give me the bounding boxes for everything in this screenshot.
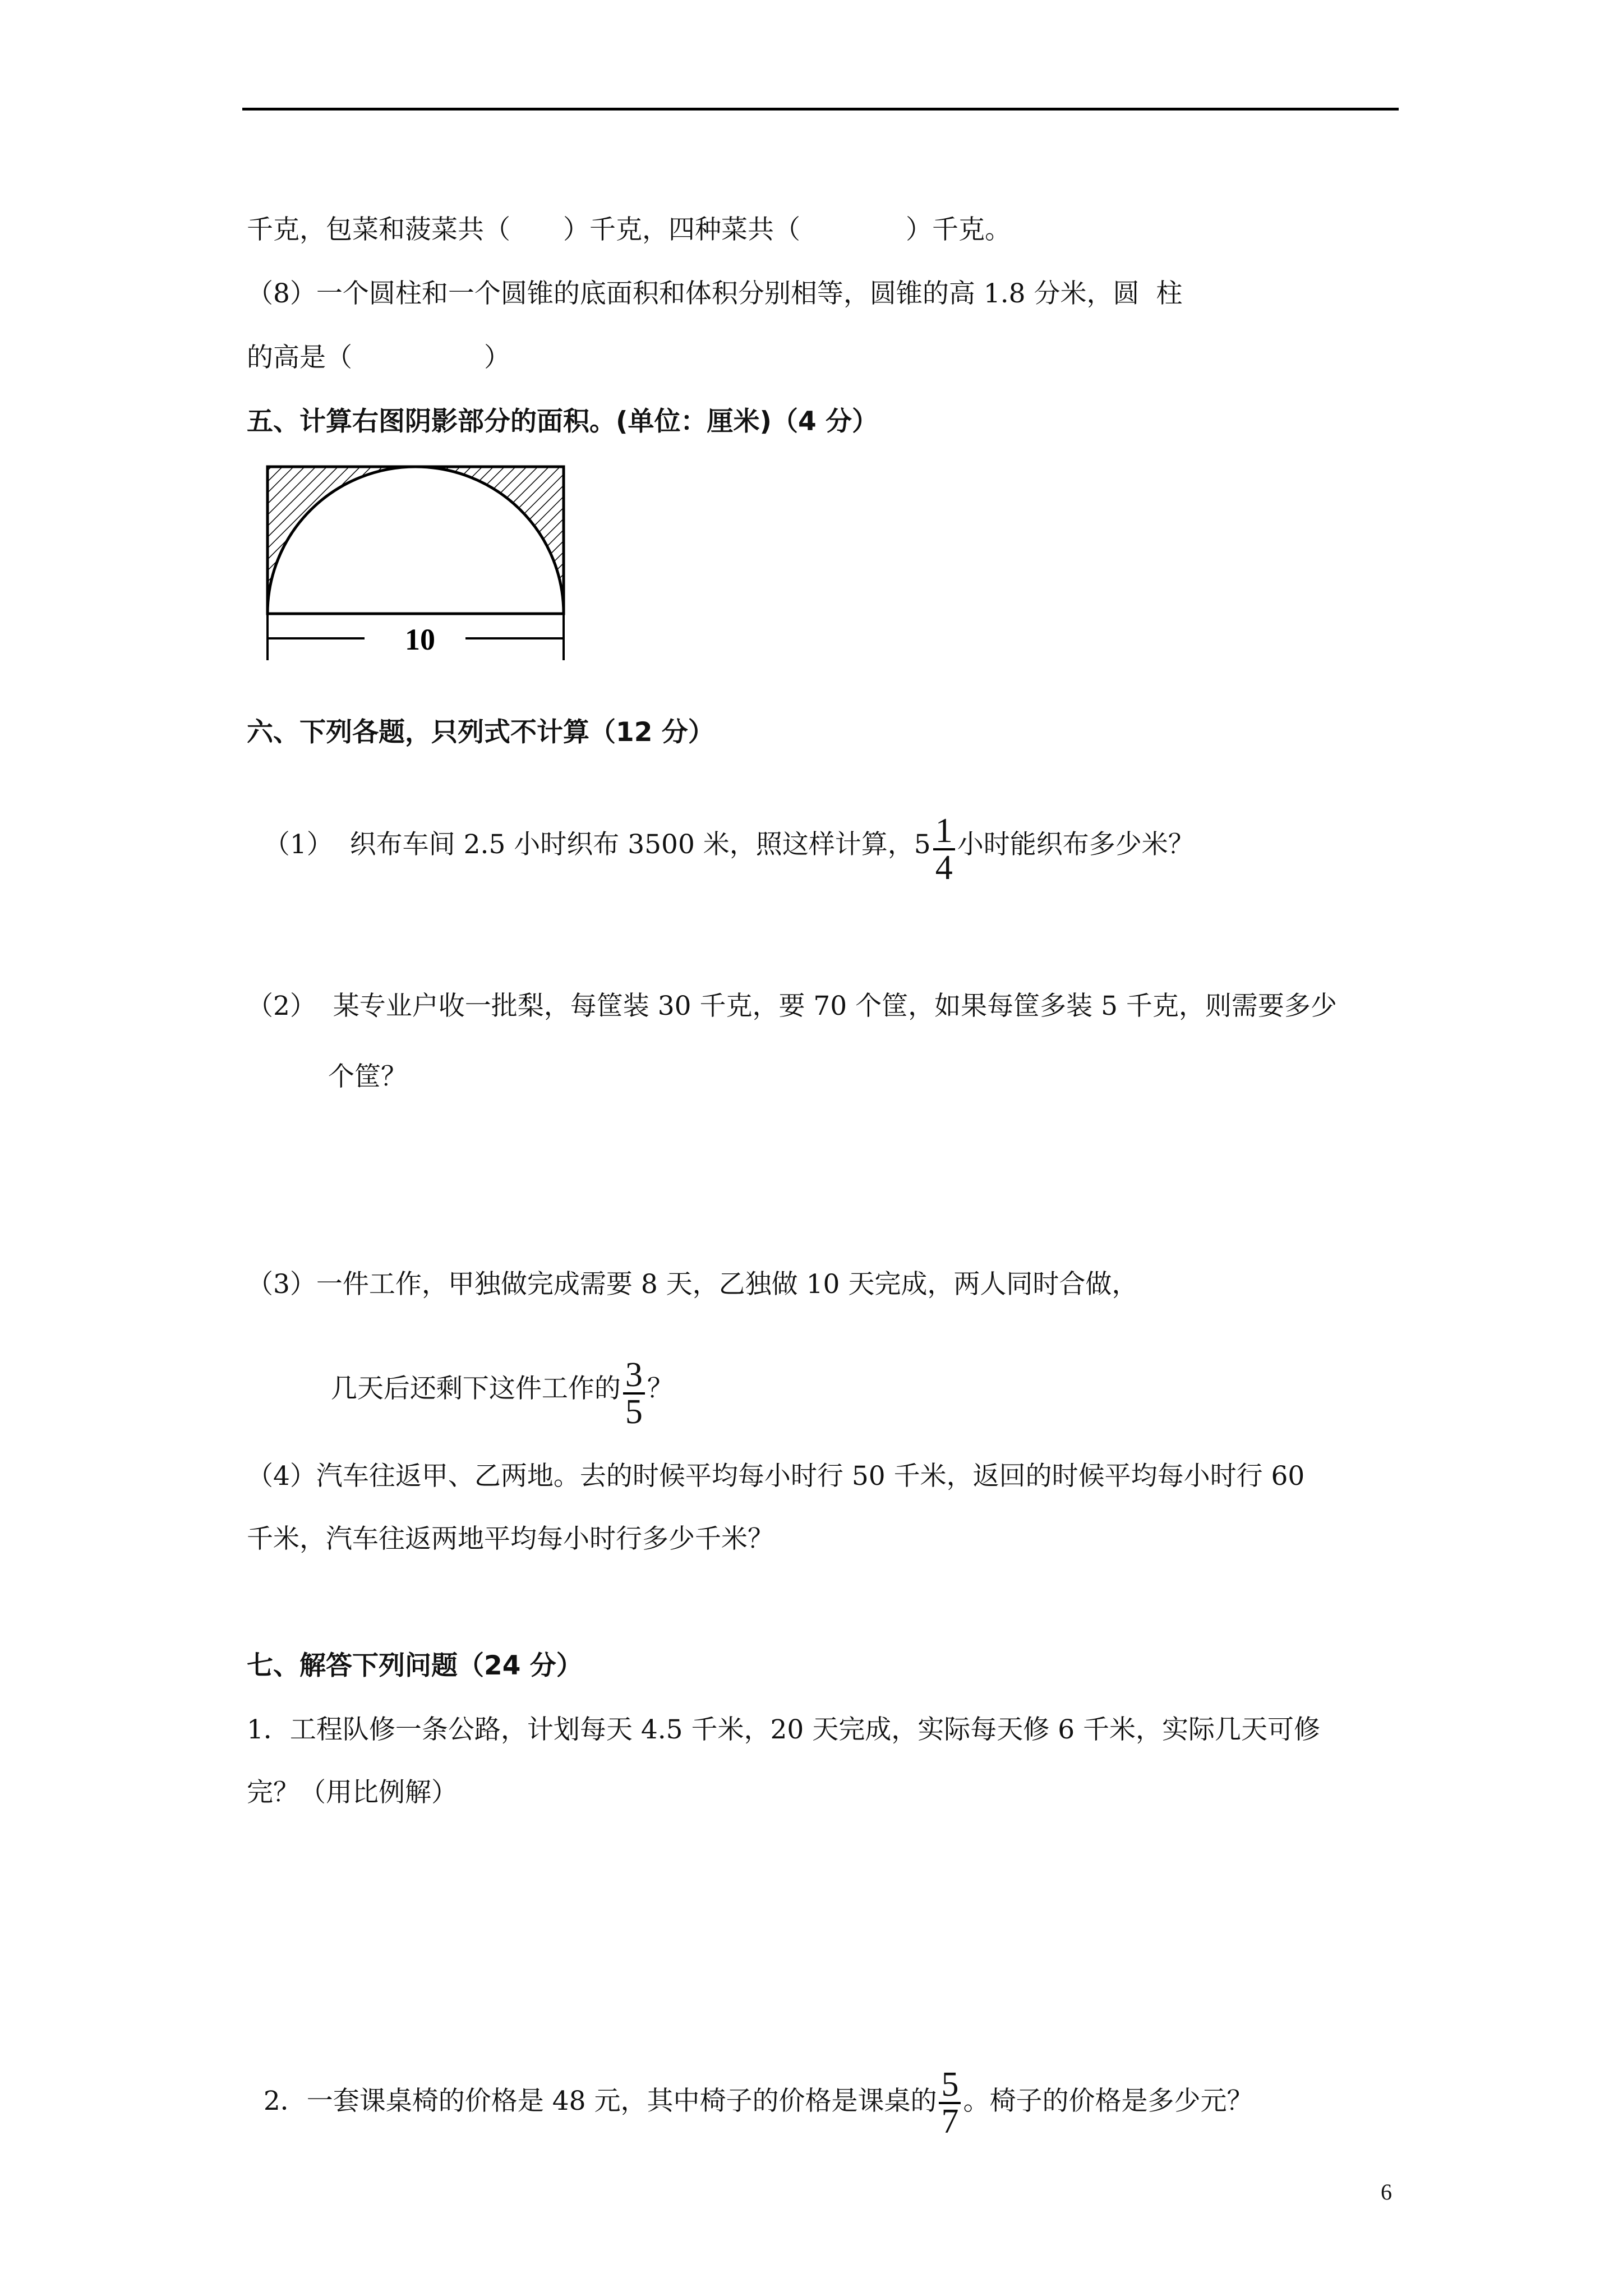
section-6-question-2-line-2: 个筐？: [328, 1061, 407, 1092]
fraction-numerator: 3: [623, 1358, 645, 1395]
section-7-heading: 七、解答下列问题（24 分）: [247, 1650, 583, 1681]
question-1-text-before: （1） 织布车间 2.5 小时织布 3500 米，照这样计算，5: [263, 829, 931, 860]
header-rule: [242, 108, 1399, 111]
fraction-one-quarter: [933, 813, 955, 880]
section-6-question-2-line-1: （2） 某专业户收一批梨，每筐装 30 千克，要 70 个筐，如果每筐多装 5 千克，则需要多少: [247, 991, 1337, 1022]
question-8-line-2: 的高是（ ）: [247, 342, 510, 373]
page-number: 6: [1381, 2179, 1392, 2205]
section-6-question-4-line-2: 千米，汽车往返两地平均每小时行多少千米？: [247, 1524, 774, 1554]
question-3-text-before: 几天后还剩下这件工作的: [330, 1373, 621, 1404]
question-2-text-before: 2．一套课桌椅的价格是 48 元，其中椅子的价格是课桌的: [263, 2086, 937, 2116]
question-7-continuation: 千克，包菜和菠菜共（ ）千克，四种菜共（ ）千克。: [247, 214, 1011, 245]
semicircle-figure: [264, 463, 578, 665]
section-7-question-1-line-2: 完？（用比例解）: [247, 1777, 458, 1808]
question-2-text-after: 。椅子的价格是多少元？: [963, 2086, 1253, 2116]
section-6-question-1: [247, 780, 1195, 880]
section-6-question-3-line-1: （3）一件工作，甲独做完成需要 8 天，乙独做 10 天完成，两人同时合做，: [247, 1269, 1138, 1300]
question-8-line-1: （8）一个圆柱和一个圆锥的底面积和体积分别相等，圆锥的高 1.8 分米，圆 柱: [247, 278, 1183, 309]
fraction-five-sevenths: [939, 2067, 961, 2139]
section-5-heading: 五、计算右图阴影部分的面积。(单位：厘米)（4 分）: [247, 406, 879, 437]
fraction-denominator: 4: [935, 849, 953, 880]
question-3-text-after: ？: [647, 1373, 674, 1404]
question-1-text-after: 小时能织布多少米？: [957, 829, 1195, 860]
fraction-numerator: 5: [939, 2067, 961, 2104]
section-7-question-1-line-1: 1．工程队修一条公路，计划每天 4.5 千米，20 天完成，实际每天修 6 千米，实际几天可修: [247, 1714, 1321, 1745]
fraction-denominator: 5: [625, 1393, 643, 1424]
section-7-question-2: [247, 2033, 1253, 2139]
dimension-label: 10: [405, 623, 435, 656]
section-6-question-4-line-1: （4）汽车往返甲、乙两地。去的时候平均每小时行 50 千米，返回的时候平均每小时行 60: [247, 1461, 1305, 1492]
fraction-denominator: 7: [941, 2102, 959, 2141]
fraction-numerator: 1: [933, 813, 955, 850]
section-6-question-3-line-2: [314, 1324, 674, 1424]
fraction-three-fifths: [623, 1358, 645, 1424]
section-6-heading: 六、下列各题，只列式不计算（12 分）: [247, 717, 714, 748]
